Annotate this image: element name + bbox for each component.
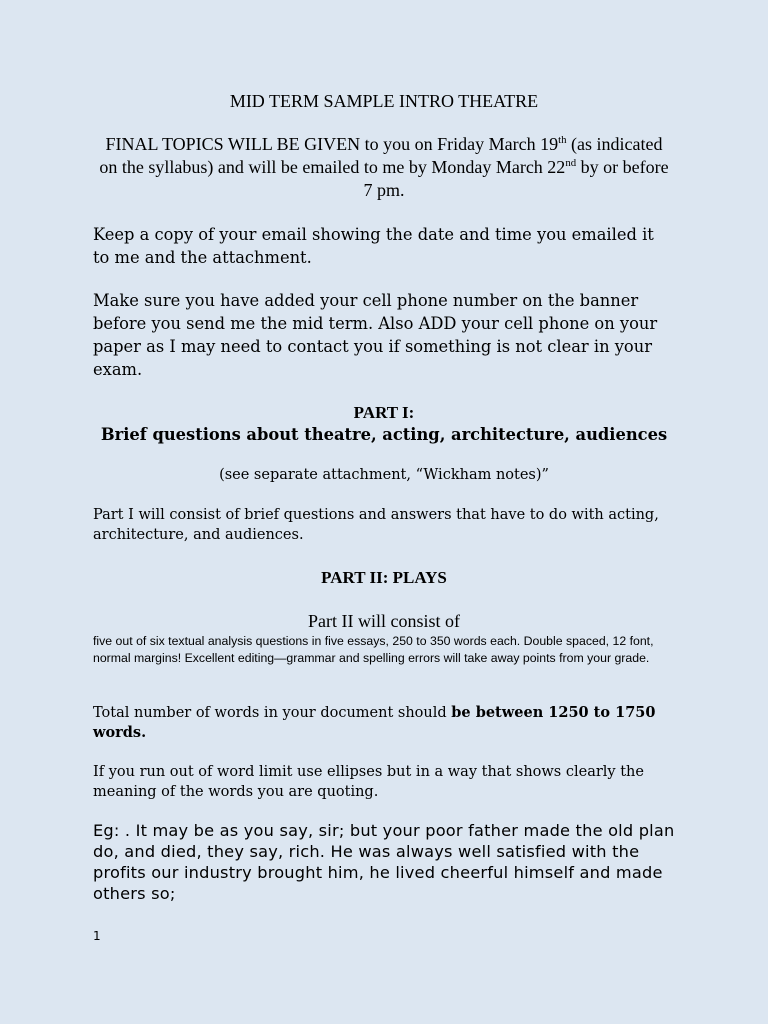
cell-phone-paragraph: Make sure you have added your cell phone number on the banner before you send me the mid term. Also ADD your cell phone on your paper as I may need to contact you if something is not clear in your exam. (93, 291, 658, 379)
part1-heading: PART I: (353, 403, 415, 422)
word-limit-paragraph: If you run out of word limit use ellipses but in a way that shows clearly the meaning of the words you are quoting. (93, 764, 644, 800)
part2-details: five out of six textual analysis questions in five essays, 250 to 350 words each. Double spaced, 12 font, normal margins! Excellent editing—grammar and spelling errors will take away points from your grade. (93, 634, 654, 665)
final-topics-sup-2: nd (565, 157, 577, 169)
total-words-bold: be between 1250 to 1750 words. (93, 704, 656, 741)
page-number: 1 (93, 929, 101, 943)
part1-description: Part I will consist of brief questions and answers that have to do with acting, architecture, and audiences. (93, 507, 659, 543)
document-title: MID TERM SAMPLE INTRO THEATRE (229, 91, 539, 111)
example-quote: Eg: . It may be as you say, sir; but your poor father made the old plan do, and died, they say, rich. He was always well satisfied with the profits our industry brought him, he lived cheerful himself and made others so; (93, 821, 675, 903)
final-topics-text-2: (as indicated on the syllabus) and will be emailed to me by Monday March 22 (99, 134, 663, 177)
part2-heading: PART II: PLAYS (321, 568, 447, 587)
final-topics-paragraph (96, 133, 672, 202)
final-topics-sup-1: th (558, 134, 567, 146)
final-topics-text-3: by or before 7 pm. (363, 157, 669, 200)
final-topics-text-1: FINAL TOPICS WILL BE GIVEN to you on Friday March 19 (105, 134, 559, 154)
total-words-paragraph (93, 703, 675, 743)
part2-consist-line: Part II will consist of (308, 611, 460, 631)
keep-copy-paragraph: Keep a copy of your email showing the date and time you emailed it to me and the attachment. (93, 225, 654, 267)
see-attachment-note: (see separate attachment, “Wickham notes)” (219, 467, 549, 483)
total-words-prefix: Total number of words in your document should (93, 705, 452, 721)
part1-subheading: Brief questions about theatre, acting, architecture, audiences (100, 425, 668, 444)
